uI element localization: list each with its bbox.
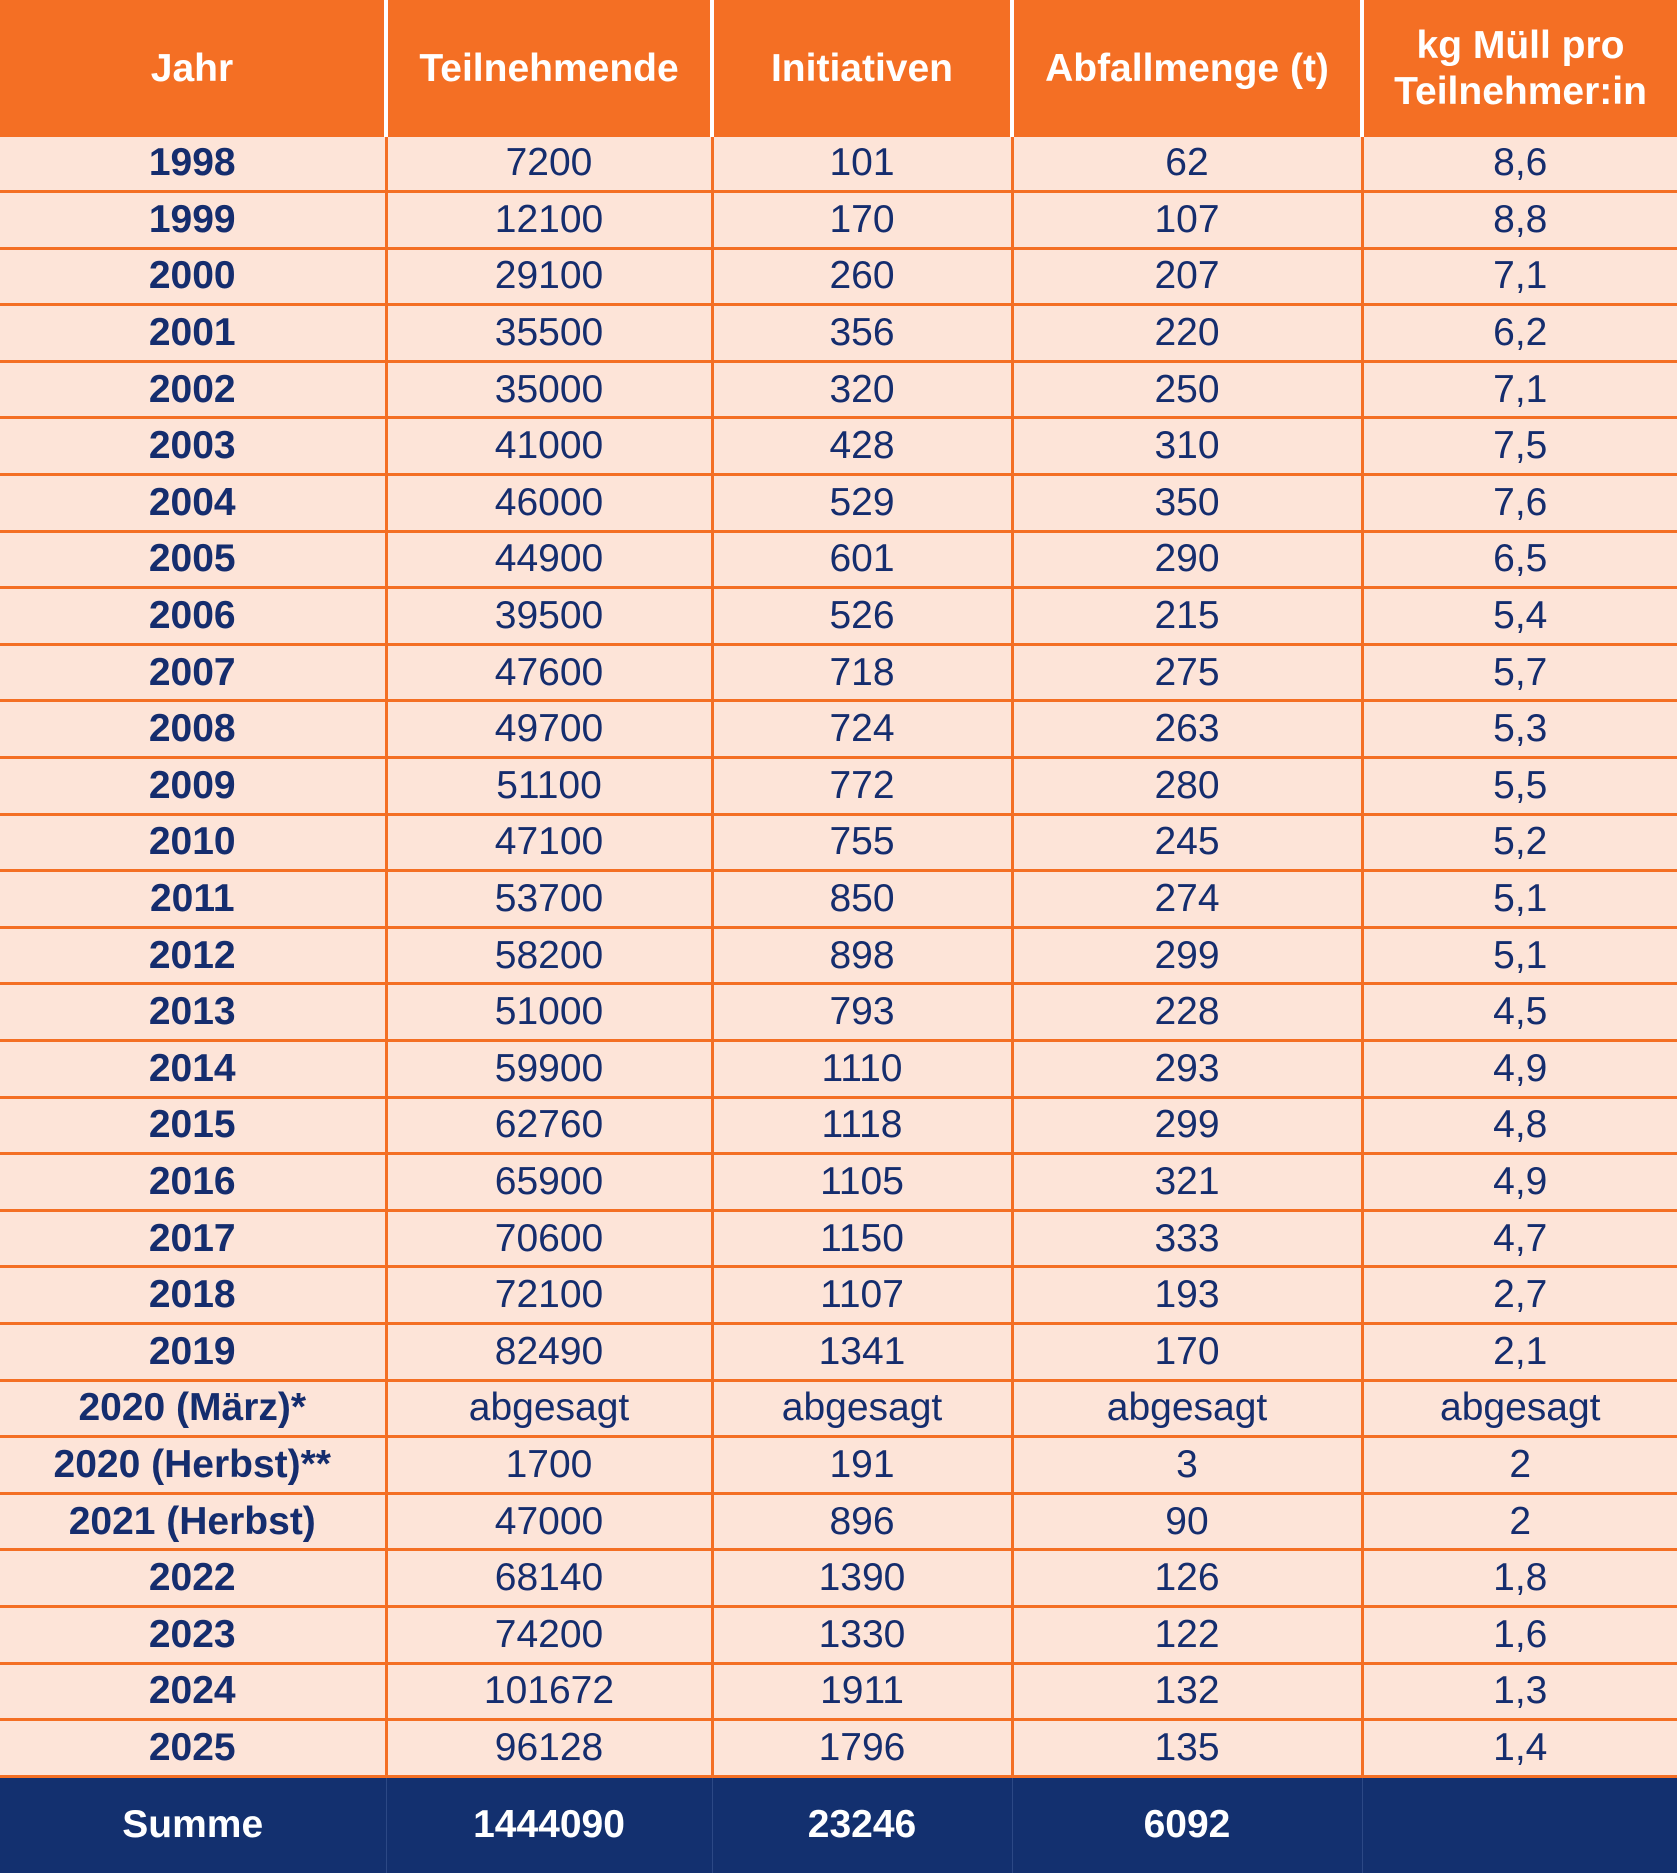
cell-kg-pro: 1,6	[1362, 1606, 1677, 1663]
cell-teilnehmende: 68140	[386, 1550, 712, 1607]
cell-initiativen: 601	[712, 531, 1012, 588]
cell-kg-pro: 8,8	[1362, 192, 1677, 249]
cell-abfallmenge: 62	[1012, 135, 1362, 192]
cell-abfallmenge: 135	[1012, 1720, 1362, 1777]
header-row	[0, 2, 1677, 135]
cell-initiativen: 1150	[712, 1210, 1012, 1267]
cell-initiativen: 1105	[712, 1154, 1012, 1211]
header-kg-line2: Teilnehmer:in	[1394, 69, 1647, 113]
cell-initiativen: 526	[712, 588, 1012, 645]
cell-teilnehmende: 65900	[386, 1154, 712, 1211]
cell-kg-pro: 5,1	[1362, 871, 1677, 928]
cell-initiativen: 1390	[712, 1550, 1012, 1607]
table-row	[0, 927, 1677, 984]
cell-jahr: 2006	[0, 588, 386, 645]
cell-teilnehmende: 51000	[386, 984, 712, 1041]
table-row	[0, 758, 1677, 815]
cell-teilnehmende: 62760	[386, 1097, 712, 1154]
table-row	[0, 588, 1677, 645]
cell-kg-pro: 1,3	[1362, 1663, 1677, 1720]
cell-teilnehmende: 46000	[386, 475, 712, 532]
cell-jahr: 2019	[0, 1323, 386, 1380]
cell-abfallmenge: 220	[1012, 305, 1362, 362]
cell-kg-pro: 2,1	[1362, 1323, 1677, 1380]
cell-teilnehmende: 82490	[386, 1323, 712, 1380]
cell-teilnehmende: 101672	[386, 1663, 712, 1720]
cell-kg-pro: 7,1	[1362, 248, 1677, 305]
cell-abfallmenge: 275	[1012, 644, 1362, 701]
cell-teilnehmende: 47000	[386, 1493, 712, 1550]
cell-jahr: 2015	[0, 1097, 386, 1154]
cell-teilnehmende: 47100	[386, 814, 712, 871]
cell-kg-pro: 5,7	[1362, 644, 1677, 701]
cell-jahr: 1999	[0, 192, 386, 249]
cell-abfallmenge: 310	[1012, 418, 1362, 475]
cell-initiativen: 260	[712, 248, 1012, 305]
table-row	[0, 1606, 1677, 1663]
cell-initiativen: 529	[712, 475, 1012, 532]
cell-teilnehmende: 47600	[386, 644, 712, 701]
cell-abfallmenge: 90	[1012, 1493, 1362, 1550]
cell-teilnehmende: 1700	[386, 1437, 712, 1494]
cell-jahr: 2021 (Herbst)	[0, 1493, 386, 1550]
cell-abfallmenge: 3	[1012, 1437, 1362, 1494]
cell-teilnehmende: 49700	[386, 701, 712, 758]
table-row	[0, 814, 1677, 871]
table-row	[0, 1097, 1677, 1154]
cell-initiativen: 1911	[712, 1663, 1012, 1720]
cell-initiativen: 898	[712, 927, 1012, 984]
cell-teilnehmende: abgesagt	[386, 1380, 712, 1437]
cell-abfallmenge: 122	[1012, 1606, 1362, 1663]
cell-kg-pro: 8,6	[1362, 135, 1677, 192]
header-kg-pro-teilnehmer	[1362, 2, 1677, 135]
cell-abfallmenge: 350	[1012, 475, 1362, 532]
cell-teilnehmende: 35000	[386, 361, 712, 418]
cell-teilnehmende: 35500	[386, 305, 712, 362]
cell-abfallmenge: 280	[1012, 758, 1362, 815]
cell-initiativen: 101	[712, 135, 1012, 192]
cell-teilnehmende: 72100	[386, 1267, 712, 1324]
table-row	[0, 248, 1677, 305]
cell-kg-pro: 5,2	[1362, 814, 1677, 871]
header-kg-line1: kg Müll pro	[1416, 23, 1625, 67]
cell-jahr: 2004	[0, 475, 386, 532]
cell-kg-pro: 7,5	[1362, 418, 1677, 475]
table-row	[0, 1267, 1677, 1324]
cell-abfallmenge: 207	[1012, 248, 1362, 305]
cell-abfallmenge: 126	[1012, 1550, 1362, 1607]
cell-jahr: 2025	[0, 1720, 386, 1777]
table-row	[0, 1437, 1677, 1494]
cell-abfallmenge: 274	[1012, 871, 1362, 928]
table-row	[0, 475, 1677, 532]
cell-kg-pro: 6,2	[1362, 305, 1677, 362]
table-row	[0, 1380, 1677, 1437]
cell-kg-pro: 5,1	[1362, 927, 1677, 984]
cell-abfallmenge: 321	[1012, 1154, 1362, 1211]
cell-teilnehmende: 41000	[386, 418, 712, 475]
cell-jahr: 2018	[0, 1267, 386, 1324]
summary-teilnehmende: 1444090	[386, 1776, 712, 1873]
table-row	[0, 135, 1677, 192]
cell-jahr: 2020 (Herbst)**	[0, 1437, 386, 1494]
cell-abfallmenge: 215	[1012, 588, 1362, 645]
cell-teilnehmende: 7200	[386, 135, 712, 192]
cell-jahr: 2000	[0, 248, 386, 305]
cell-abfallmenge: 263	[1012, 701, 1362, 758]
table-row	[0, 305, 1677, 362]
cell-initiativen: 1330	[712, 1606, 1012, 1663]
cell-initiativen: 1110	[712, 1041, 1012, 1098]
table-row	[0, 1154, 1677, 1211]
cell-jahr: 1998	[0, 135, 386, 192]
cell-abfallmenge: 299	[1012, 927, 1362, 984]
header-abfallmenge: Abfallmenge (t)	[1012, 2, 1362, 135]
cell-kg-pro: 4,8	[1362, 1097, 1677, 1154]
cell-jahr: 2013	[0, 984, 386, 1041]
summary-initiativen: 23246	[712, 1776, 1012, 1873]
cell-kg-pro: 4,9	[1362, 1154, 1677, 1211]
cell-initiativen: 793	[712, 984, 1012, 1041]
cell-teilnehmende: 51100	[386, 758, 712, 815]
cell-abfallmenge: 170	[1012, 1323, 1362, 1380]
cell-kg-pro: 5,4	[1362, 588, 1677, 645]
cell-kg-pro: 2	[1362, 1493, 1677, 1550]
cell-kg-pro: 5,3	[1362, 701, 1677, 758]
summary-kg-pro	[1362, 1776, 1677, 1873]
cell-initiativen: 724	[712, 701, 1012, 758]
header-initiativen: Initiativen	[712, 2, 1012, 135]
summary-label: Summe	[0, 1776, 386, 1873]
cell-initiativen: 170	[712, 192, 1012, 249]
cell-abfallmenge: 333	[1012, 1210, 1362, 1267]
table-row	[0, 1493, 1677, 1550]
summary-row	[0, 1776, 1677, 1873]
cell-kg-pro: 2	[1362, 1437, 1677, 1494]
cell-abfallmenge: 299	[1012, 1097, 1362, 1154]
cell-initiativen: 428	[712, 418, 1012, 475]
cell-kg-pro: abgesagt	[1362, 1380, 1677, 1437]
cell-teilnehmende: 53700	[386, 871, 712, 928]
cell-kg-pro: 1,4	[1362, 1720, 1677, 1777]
cell-abfallmenge: 228	[1012, 984, 1362, 1041]
cell-initiativen: 755	[712, 814, 1012, 871]
cell-jahr: 2024	[0, 1663, 386, 1720]
table-body	[0, 135, 1677, 1776]
table-row	[0, 418, 1677, 475]
table-row	[0, 192, 1677, 249]
cell-jahr: 2009	[0, 758, 386, 815]
table-row	[0, 1720, 1677, 1777]
cell-initiativen: 1107	[712, 1267, 1012, 1324]
table-row	[0, 701, 1677, 758]
cell-jahr: 2023	[0, 1606, 386, 1663]
cell-initiativen: abgesagt	[712, 1380, 1012, 1437]
table-row	[0, 361, 1677, 418]
cell-teilnehmende: 44900	[386, 531, 712, 588]
cell-jahr: 2020 (März)*	[0, 1380, 386, 1437]
cell-jahr: 2016	[0, 1154, 386, 1211]
summary-abfallmenge: 6092	[1012, 1776, 1362, 1873]
cell-jahr: 2007	[0, 644, 386, 701]
table-footer	[0, 1776, 1677, 1873]
cell-initiativen: 718	[712, 644, 1012, 701]
table-row	[0, 1210, 1677, 1267]
cell-kg-pro: 2,7	[1362, 1267, 1677, 1324]
cell-initiativen: 320	[712, 361, 1012, 418]
cell-jahr: 2002	[0, 361, 386, 418]
table-row	[0, 531, 1677, 588]
cell-kg-pro: 4,5	[1362, 984, 1677, 1041]
cell-abfallmenge: 293	[1012, 1041, 1362, 1098]
cell-jahr: 2008	[0, 701, 386, 758]
table-row	[0, 984, 1677, 1041]
cell-abfallmenge: 107	[1012, 192, 1362, 249]
cell-abfallmenge: abgesagt	[1012, 1380, 1362, 1437]
cell-initiativen: 191	[712, 1437, 1012, 1494]
cell-kg-pro: 1,8	[1362, 1550, 1677, 1607]
cell-initiativen: 850	[712, 871, 1012, 928]
cell-abfallmenge: 250	[1012, 361, 1362, 418]
cell-abfallmenge: 132	[1012, 1663, 1362, 1720]
cell-teilnehmende: 39500	[386, 588, 712, 645]
cell-jahr: 2022	[0, 1550, 386, 1607]
table-row	[0, 1323, 1677, 1380]
cell-abfallmenge: 193	[1012, 1267, 1362, 1324]
table-row	[0, 1663, 1677, 1720]
cell-jahr: 2011	[0, 871, 386, 928]
cell-abfallmenge: 245	[1012, 814, 1362, 871]
cell-jahr: 2001	[0, 305, 386, 362]
table-row	[0, 644, 1677, 701]
table-header	[0, 2, 1677, 135]
cell-teilnehmende: 29100	[386, 248, 712, 305]
table-row	[0, 1550, 1677, 1607]
header-jahr: Jahr	[0, 2, 386, 135]
cell-kg-pro: 4,7	[1362, 1210, 1677, 1267]
cell-initiativen: 1341	[712, 1323, 1012, 1380]
cell-jahr: 2014	[0, 1041, 386, 1098]
cell-abfallmenge: 290	[1012, 531, 1362, 588]
cell-initiativen: 896	[712, 1493, 1012, 1550]
cell-jahr: 2010	[0, 814, 386, 871]
cell-kg-pro: 5,5	[1362, 758, 1677, 815]
cell-jahr: 2005	[0, 531, 386, 588]
cell-teilnehmende: 12100	[386, 192, 712, 249]
table-row	[0, 1041, 1677, 1098]
cell-teilnehmende: 96128	[386, 1720, 712, 1777]
cell-kg-pro: 4,9	[1362, 1041, 1677, 1098]
cell-teilnehmende: 70600	[386, 1210, 712, 1267]
cell-initiativen: 772	[712, 758, 1012, 815]
cell-initiativen: 1118	[712, 1097, 1012, 1154]
header-teilnehmende: Teilnehmende	[386, 2, 712, 135]
cell-teilnehmende: 59900	[386, 1041, 712, 1098]
cell-kg-pro: 6,5	[1362, 531, 1677, 588]
cell-initiativen: 356	[712, 305, 1012, 362]
cell-jahr: 2012	[0, 927, 386, 984]
cell-jahr: 2003	[0, 418, 386, 475]
cell-kg-pro: 7,1	[1362, 361, 1677, 418]
cell-jahr: 2017	[0, 1210, 386, 1267]
cell-initiativen: 1796	[712, 1720, 1012, 1777]
cell-kg-pro: 7,6	[1362, 475, 1677, 532]
cell-teilnehmende: 74200	[386, 1606, 712, 1663]
table-row	[0, 871, 1677, 928]
cell-teilnehmende: 58200	[386, 927, 712, 984]
